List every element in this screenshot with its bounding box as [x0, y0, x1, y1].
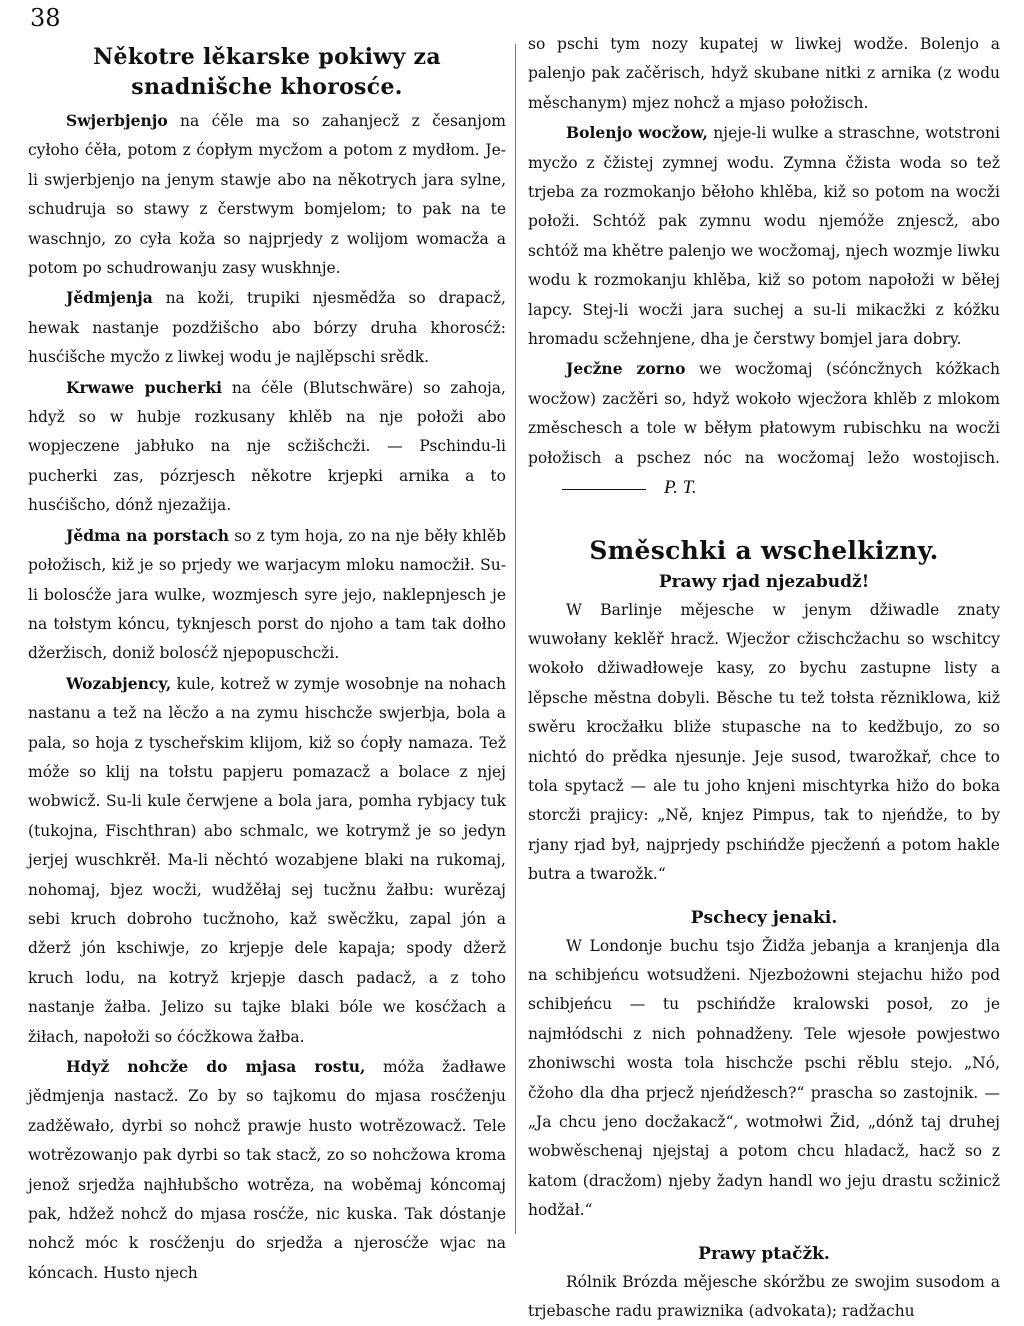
paragraph-lead: Jědma na porstach — [66, 525, 230, 545]
paragraph-stye — [528, 354, 1000, 503]
paragraph-lead: Jědmjenja — [66, 288, 153, 308]
left-column — [28, 0, 506, 1288]
paragraph-lead: Hdyž nohcže do mjasa rostu, — [66, 1057, 366, 1076]
author-signature: P. T. — [664, 477, 697, 499]
anecdote-title: Prawy ptačžk. — [698, 1243, 830, 1264]
column-rule — [515, 44, 516, 1234]
anecdote-text: Rólnik Brózda mějesche skóržbu ze swojim susodom a trjebasche radu prawiznika (advokata); radžachu — [528, 1272, 1000, 1321]
paragraph-chilblains — [28, 669, 506, 1052]
section-title: Směschki a wschelkizny. — [589, 535, 939, 565]
paragraph-continuation: so pschi tym nozy kupatej w liwkej wodže. Bolenjo a palenjo pak začěrisch, hdyž skubane nitki z arnika (z wodu měschanym) mjez nohcž a mjaso połožisch. — [528, 35, 1000, 112]
paragraph-lead: Bolenjo wocžow, — [566, 123, 708, 143]
anecdote-title: Pschecy jenaki. — [690, 907, 838, 928]
paragraph-eyes — [528, 118, 1000, 354]
paragraph-text: njeje-li wulke a straschne, wotstroni mycžo z čžistej zymnej wodu. Zymna čžista woda so tež trjeba za rozmokanjo běłoho khlěba, kiž so potom na wocži połoži. Schtóž pak zymnu wodu njemóže znjescž, abo schtóž ma khětre palenjo we wocžomaj, njech wozmje liwku wodu k rozmokanju khlěba, kiž so potom napołoži w běłej lapcy. Stej-li wocži jara suchej a su-li mikacžki z kóžku hromadu scžehnjene, dha je čerstwy bomjel jara dobry. — [528, 124, 1000, 349]
anecdote-title: Prawy rjad njezabudž! — [658, 571, 870, 592]
article-title: Někotre lěkarske pokiwy za snadnišche khorosće. — [93, 44, 441, 100]
paragraph-text: so z tym hoja, zo na nje běły khlěb połožisch, kiž je so prjedy we warjacym mloku namocžił. Su-li bolosćže jara wulke, wozmjesch syre jejo, naklepnjesch je na tołstym kóncu, tyknjesch porst do njoho a tam tak dołho džeržisch, doniž bolosćž njepopuschcži. — [28, 526, 506, 663]
paragraph-itching — [28, 106, 506, 283]
anecdote-text: W Barlinje mějesche w jenym džiwadle znaty wuwołany keklěř hracž. Wjecžor cžischcžachu so wschitcy wokoło džiwadłoweje kasy, zo bychu zastupne listy a lěpsche městna dobyli. Běsche tu tež tołsta rězniklowa, kiž swěru krocžałku bliže stupasche na to kedžbujo, zo so nichtó do prědka njesunje. Jeje susod, twarožkař, chce to tola spytacž — ale tu joho knjeni mischtyrka hižo do boka storcži prajicy: „Ně, knjez Pimpus, tak to njeńdže, to by rjany rjad był, najprjedy pschińdže pjecženń a potom hakle butra a twarožk.“ — [528, 600, 1000, 884]
paragraph-text: kule, kotrež w zymje wosobnje na nohach nastanu a tež na lěcžo a na zymu hischcže swjerbja, bola a pala, so hoja z tyscheřskim klijom, kiž so ćopły namaza. Tež móže so klij na tołstu papjeru pomazacž a bolace z njej wobwicž. Su-li kule čerwjene a bola jara, pomha rybjacy tuk (tukojna, Fischthran) abo schmalc, we kotrymž je so jedyn jerjej wuschkrěł. Ma-li něchtó wozabjene blaki na rukomaj, nohomaj, bjez wocži, wudžěłaj sej tucžnu žałbu: wurězaj sebi kruch dobroho tucžnoho, kaž swěcžku, zapal jón a džerž jón kschiwje, zo krjepje dele kapaja; spody džerž kruch lodu, na kotryž krjepje dasch padacž, a z toho nastanje žałba. Jelizo su tajke blaki bóle we kosćžach a žiłach, napołoži so ćócžkowa žałba. — [28, 674, 506, 1046]
paragraph-text: na ćěle ma so zahanjecž z česanjom cyłoho ćěła, potom z ćopłym mycžom a potom z mydłom. Je-li swjerbjenjo na jenym stawje abo na někotrych jara sylne, schudruja so stawy z čerstwym bomjelom; to pak na te waschnjo, zo cyła koža so najprjedy z wolijom womacža a potom po schudrowanju zasy wuskhnje. — [28, 112, 506, 278]
paragraph-finger — [28, 521, 506, 669]
paragraph-text: we wocžomaj (sćóncžnych kóžkach wocžow) zacžěri so, hdyž wokoło wjecžora khlěb z mlokom změschesch a tole w běłym płatowym rubischku na wocži połožisch a pschez nóc na wocžomaj ležo wostojisch. — [528, 360, 1000, 467]
signature-rule — [562, 489, 646, 490]
paragraph-nails — [28, 1052, 506, 1288]
paragraph-text: na koži, trupiki njesmědža so drapacž, hewak nastanje pozdžišcho abo bórzy druha khorosćž: husćišche mycžo z liwkej wodu je najlěpschi srědk. — [28, 289, 506, 367]
paragraph-text: móža žadławe jědmjenja nastacž. Zo by so tajkomu do mjasa rosćženju zadžěwało, dyrbi so nohcž prawje husto wotrězowacž. Tele wotrězowanjo pak dyrbi so tak stacž, zo so nohcžowa kroma jenož srjedža najhłubšcho wotrěza, na woběmaj kóncomaj pak, hdžež nohcž do mjasa rosćže, nic kuska. Tak dóstanje nohcž móc k rosćženju do srjedža a njerosćže wjac na kóncach. Husto njech — [28, 1058, 506, 1282]
paragraph-lead: Krwawe pucherki — [66, 377, 223, 397]
paragraph-lead: Swjerbjenjo — [66, 111, 168, 130]
paragraph-text: na ćěle (Blutschwäre) so zahoja, hdyž so w hubje rozkusany khlěb na nje połoži abo wopjeczene jabłuko na nje scžišchcži. — Pschindu-li pucherki zas, pózrjesch někotre krjepki arnika a to husćišcho, dónž njezažija. — [28, 378, 506, 515]
paragraph-rash — [28, 283, 506, 372]
paragraph-lead: Wozabjency, — [66, 673, 172, 693]
page-number: 38 — [30, 4, 61, 32]
paragraph-boils — [28, 373, 506, 521]
right-column — [528, 0, 1000, 1326]
anecdote-text: W Londonje buchu tsjo Židža jebanja a kranjenja dla na schibjeńcu wotsudženi. Njezbożowni stejachu hižo pod schibjeńcu — tu pschińdže kralowski posoł, zo je najmłódschi z nich pohnadženy. Tele wjesołe powjestwo zhoniwschi wosta tola hischcže pschi rěblu stejo. „Nó, čžoho dla dha prjecž njeńdžesch?“ prascha so zastojnik. — „Ja chcu jeno docžakacž“, wotmołwi Žid, „dónž taj druhej wobwěschenaj njejstaj a potom chcu hladacž, hacž so z katom (dracžom) njeby žadyn handl wo jeju drastu scžinicž hodžał.“ — [528, 936, 1000, 1220]
paragraph-lead: Jecžne zorno — [566, 359, 686, 379]
